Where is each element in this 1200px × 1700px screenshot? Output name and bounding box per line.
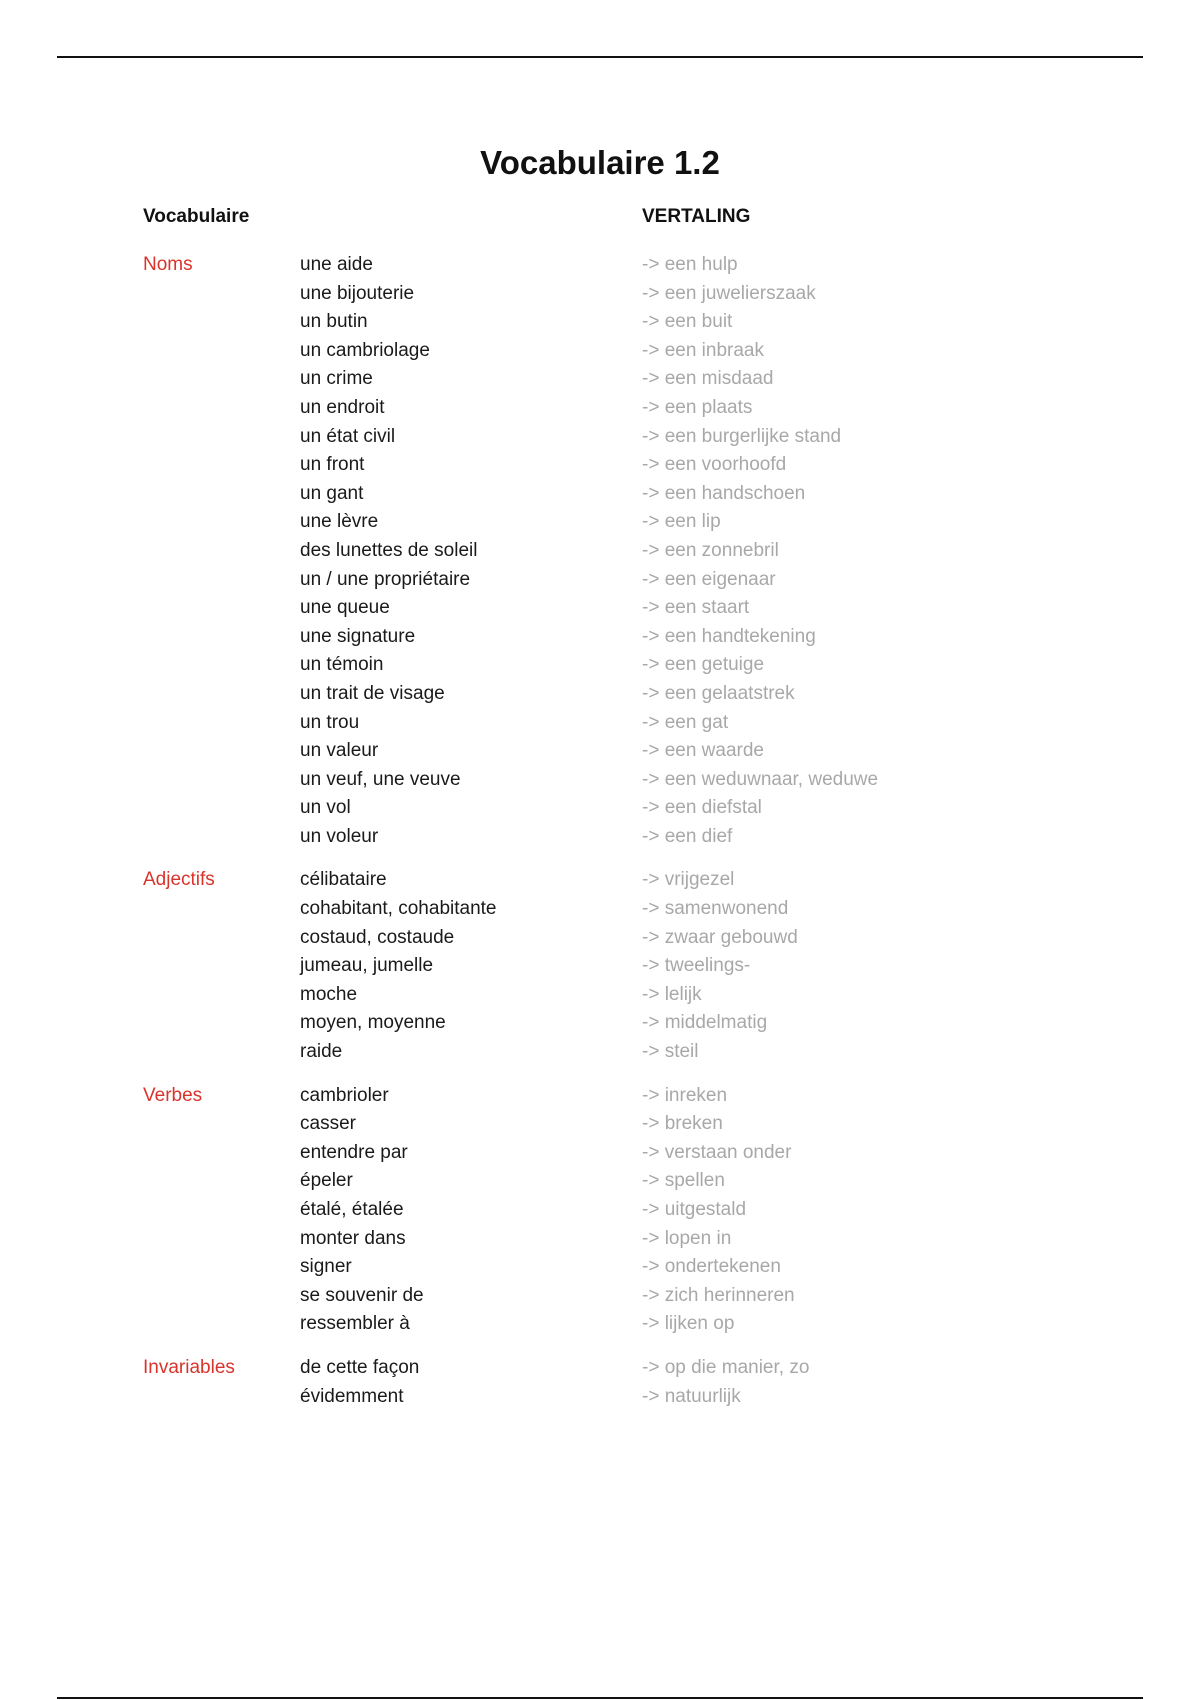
french-term: cambrioler (300, 1084, 389, 1106)
category-label: Invariables (143, 1356, 235, 1378)
column-header-vertaling: VERTALING (642, 206, 751, 227)
french-term: évidemment (300, 1385, 404, 1407)
vocabulary-table (143, 251, 1143, 1426)
dutch-translation: -> lelijk (642, 983, 702, 1005)
dutch-translation: -> een weduwnaar, weduwe (642, 768, 879, 790)
dutch-translation: -> een waarde (642, 740, 764, 762)
french-term: un témoin (300, 654, 384, 676)
page-title: Vocabulaire 1.2 (480, 144, 720, 181)
vocab-row (300, 709, 1143, 738)
vocab-row (300, 895, 1143, 924)
french-term: des lunettes de soleil (300, 539, 478, 561)
vocab-row (300, 537, 1143, 566)
vocab-row (300, 1354, 1143, 1383)
dutch-translation: -> samenwonend (642, 898, 789, 920)
french-term: moyen, moyenne (300, 1012, 446, 1034)
vocab-row (300, 451, 1143, 480)
french-term: casser (300, 1113, 356, 1135)
dutch-translation: -> een dief (642, 825, 733, 847)
vocab-row (300, 423, 1143, 452)
vocab-row (300, 280, 1143, 309)
vocab-row (300, 680, 1143, 709)
french-term: une lèvre (300, 511, 379, 533)
dutch-translation: -> een buit (642, 311, 733, 333)
vocab-row (300, 251, 1143, 280)
vocab-row (300, 480, 1143, 509)
dutch-translation: -> een handtekening (642, 625, 816, 647)
vocab-row (300, 394, 1143, 423)
word-list (300, 1354, 1143, 1411)
french-term: jumeau, jumelle (300, 955, 434, 977)
column-header-vocabulaire: Vocabulaire (143, 206, 250, 227)
dutch-translation: -> een hulp (642, 254, 738, 275)
dutch-translation: -> een misdaad (642, 368, 774, 390)
vocab-row (300, 337, 1143, 366)
french-term: se souvenir de (300, 1284, 424, 1306)
category-label: Noms (143, 254, 193, 275)
dutch-translation: -> een diefstal (642, 797, 762, 819)
dutch-translation: -> lijken op (642, 1313, 735, 1335)
vocab-row (300, 1009, 1143, 1038)
vocab-row (300, 1196, 1143, 1225)
french-term: un état civil (300, 425, 396, 447)
french-term: un trait de visage (300, 682, 445, 704)
dutch-translation: -> zwaar gebouwd (642, 926, 798, 948)
french-term: un voleur (300, 825, 379, 847)
dutch-translation: -> ondertekenen (642, 1256, 781, 1278)
vocab-row (300, 1310, 1143, 1339)
section-invariables (143, 1354, 1143, 1411)
dutch-translation: -> een juwelierszaak (642, 282, 816, 304)
french-term: un butin (300, 311, 368, 333)
word-list (300, 1082, 1143, 1339)
french-term: signer (300, 1256, 352, 1278)
french-term: une signature (300, 625, 416, 647)
section-verbes (143, 1082, 1143, 1339)
vocab-row (300, 952, 1143, 981)
vocab-row (300, 1282, 1143, 1311)
dutch-translation: -> natuurlijk (642, 1385, 741, 1407)
french-term: étalé, étalée (300, 1199, 404, 1220)
dutch-translation: -> een voorhoofd (642, 454, 787, 476)
french-term: une bijouterie (300, 282, 415, 304)
french-term: un crime (300, 368, 373, 390)
dutch-translation: -> een gelaatstrek (642, 682, 795, 704)
vocab-row (300, 794, 1143, 823)
vocab-row (300, 766, 1143, 795)
french-term: un cambriolage (300, 339, 430, 361)
french-term: monter dans (300, 1227, 406, 1249)
category-label: Verbes (143, 1084, 203, 1106)
french-term: ressembler à (300, 1313, 410, 1335)
french-term: un / une propriétaire (300, 568, 471, 590)
french-term: entendre par (300, 1141, 408, 1163)
vocab-row (300, 308, 1143, 337)
french-term: un valeur (300, 740, 379, 762)
french-term: de cette façon (300, 1356, 420, 1378)
dutch-translation: -> middelmatig (642, 1012, 768, 1034)
word-list (300, 251, 1143, 851)
french-term: moche (300, 983, 358, 1005)
french-term: une aide (300, 254, 373, 275)
dutch-translation: -> een lip (642, 511, 721, 533)
vocab-row (300, 365, 1143, 394)
vocab-row (300, 566, 1143, 595)
vocab-row (300, 508, 1143, 537)
french-term: costaud, costaude (300, 926, 455, 948)
dutch-translation: -> een zonnebril (642, 539, 779, 561)
dutch-translation: -> breken (642, 1113, 723, 1135)
vocab-row (300, 651, 1143, 680)
vocab-row (300, 1038, 1143, 1067)
french-term: cohabitant, cohabitante (300, 898, 497, 920)
dutch-translation: -> een staart (642, 597, 750, 619)
french-term: un front (300, 454, 365, 476)
dutch-translation: -> lopen in (642, 1227, 732, 1249)
dutch-translation: -> spellen (642, 1170, 725, 1192)
vocab-row (300, 1383, 1143, 1412)
vocab-row (300, 924, 1143, 953)
section-adjectifs (143, 866, 1143, 1066)
vocab-row (300, 1167, 1143, 1196)
dutch-translation: -> inreken (642, 1084, 728, 1106)
french-term: une queue (300, 597, 390, 619)
dutch-translation: -> verstaan onder (642, 1141, 792, 1163)
french-term: un gant (300, 482, 364, 504)
french-term: un trou (300, 711, 360, 733)
vocab-row (300, 1082, 1143, 1111)
french-term: épeler (300, 1170, 353, 1192)
vocab-row (300, 1225, 1143, 1254)
dutch-translation: -> een eigenaar (642, 568, 776, 590)
dutch-translation: -> steil (642, 1041, 699, 1063)
dutch-translation: -> een plaats (642, 396, 753, 418)
french-term: un vol (300, 797, 351, 819)
dutch-translation: -> tweelings- (642, 955, 751, 977)
section-noms (143, 251, 1143, 851)
vocab-row (300, 823, 1143, 852)
vocab-row (300, 981, 1143, 1010)
french-term: célibataire (300, 869, 387, 891)
dutch-translation: -> op die manier, zo (642, 1356, 810, 1378)
dutch-translation: -> een getuige (642, 654, 765, 676)
dutch-translation: -> een burgerlijke stand (642, 425, 842, 447)
french-term: raide (300, 1041, 343, 1063)
french-term: un endroit (300, 396, 385, 418)
dutch-translation: -> een gat (642, 711, 729, 733)
vocab-row (300, 594, 1143, 623)
vocab-row (300, 1253, 1143, 1282)
vocab-row (300, 866, 1143, 895)
category-label: Adjectifs (143, 869, 215, 891)
vocab-row (300, 1139, 1143, 1168)
vocab-row (300, 1110, 1143, 1139)
vocab-row (300, 737, 1143, 766)
dutch-translation: -> een handschoen (642, 482, 806, 504)
dutch-translation: -> een inbraak (642, 339, 764, 361)
bottom-rule (57, 1697, 1143, 1699)
dutch-translation: -> vrijgezel (642, 869, 735, 891)
top-rule (57, 56, 1143, 58)
dutch-translation: -> uitgestald (642, 1199, 747, 1220)
french-term: un veuf, une veuve (300, 768, 461, 790)
word-list (300, 866, 1143, 1066)
vocab-row (300, 623, 1143, 652)
dutch-translation: -> zich herinneren (642, 1284, 795, 1306)
